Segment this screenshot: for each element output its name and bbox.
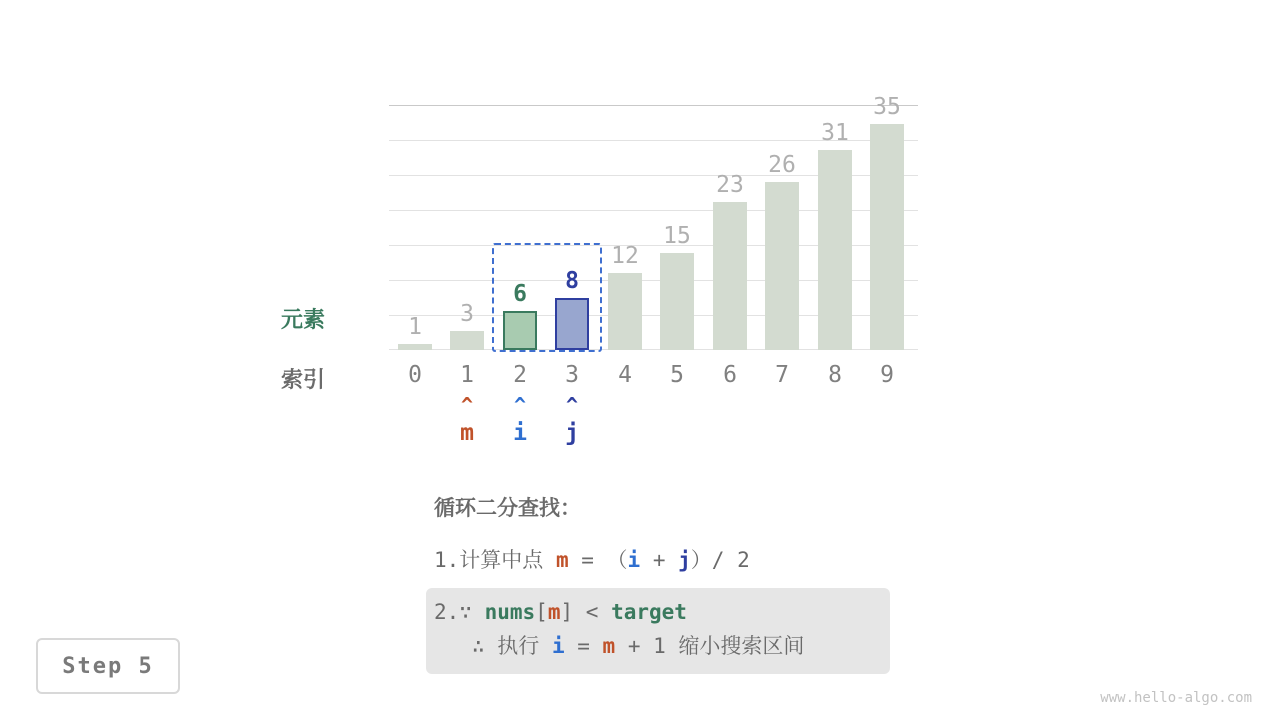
- bar-0: [398, 344, 432, 350]
- step1-eq: = （: [568, 548, 628, 572]
- explanation-step-1: [434, 544, 954, 574]
- step2-line-2: [434, 630, 874, 660]
- explanation-caption: 循环二分查找：: [434, 496, 581, 520]
- step2-number: 2.: [434, 600, 460, 624]
- index-tick-4: 4: [618, 362, 632, 388]
- step1-part1: 计算中点: [459, 548, 556, 572]
- bar-1: [450, 331, 484, 350]
- step-badge: Step 5: [36, 638, 180, 694]
- step2-lt: <: [573, 600, 612, 624]
- pointer-i: i: [513, 420, 527, 446]
- step2-line-1: [434, 600, 874, 624]
- step2-var-i: i: [551, 634, 565, 658]
- bar-value-8: 31: [821, 120, 849, 146]
- step1-var-m: m: [555, 548, 569, 572]
- step2-bracket-open: [: [535, 600, 548, 624]
- gridline: [389, 105, 918, 106]
- bar-6: [713, 202, 747, 350]
- index-tick-1: 1: [460, 362, 474, 388]
- step2-because: ∵: [459, 600, 485, 624]
- bar-value-7: 26: [768, 152, 796, 178]
- index-tick-3: 3: [565, 362, 579, 388]
- index-tick-6: 6: [723, 362, 737, 388]
- explanation-step-2: [426, 588, 890, 674]
- step2-target: target: [611, 600, 687, 624]
- step2-assign: =: [564, 634, 603, 658]
- step2-bracket-close: ]: [560, 600, 574, 624]
- caret-m: ^: [460, 393, 474, 417]
- index-tick-8: 8: [828, 362, 842, 388]
- index-tick-7: 7: [775, 362, 789, 388]
- bar-value-2: 6: [513, 281, 527, 307]
- step1-plus: +: [640, 548, 679, 572]
- axis-label-element: 元素: [280, 308, 325, 333]
- explanation-block: [434, 492, 954, 674]
- step2-tail: 缩小搜索区间: [678, 634, 805, 658]
- caret-i: ^: [513, 393, 527, 417]
- step1-var-i: i: [627, 548, 641, 572]
- bar-8: [818, 150, 852, 350]
- bar-9: [870, 124, 904, 350]
- step2-nums: nums: [484, 600, 536, 624]
- bar-chart: [389, 94, 918, 350]
- bar-4: [608, 273, 642, 350]
- axis-label-index: 索引: [280, 368, 325, 393]
- pointer-m: m: [460, 420, 474, 446]
- index-tick-5: 5: [670, 362, 684, 388]
- bar-value-6: 23: [716, 172, 744, 198]
- step2-therefore: ∴: [472, 634, 498, 658]
- bar-7: [765, 182, 799, 350]
- index-tick-2: 2: [513, 362, 527, 388]
- index-tick-0: 0: [408, 362, 422, 388]
- step1-number: 1.: [434, 548, 460, 572]
- index-tick-9: 9: [880, 362, 894, 388]
- step1-div: ）/ 2: [690, 548, 750, 572]
- caret-j: ^: [565, 393, 579, 417]
- pointer-j: j: [565, 420, 579, 446]
- step2-plus-one: + 1: [615, 634, 679, 658]
- step2-var-m: m: [547, 600, 561, 624]
- step2-exec: 执行: [497, 634, 552, 658]
- bar-value-9: 35: [873, 94, 901, 120]
- bar-5: [660, 253, 694, 350]
- bar-value-5: 15: [663, 223, 691, 249]
- bar-value-3: 8: [565, 268, 579, 294]
- bar-value-0: 1: [408, 314, 422, 340]
- search-range-box: [492, 243, 602, 352]
- bar-value-1: 3: [460, 301, 474, 327]
- bar-value-4: 12: [611, 243, 639, 269]
- step2-var-m2: m: [602, 634, 616, 658]
- watermark: www.hello-algo.com: [1100, 690, 1252, 706]
- step1-var-j: j: [678, 548, 691, 572]
